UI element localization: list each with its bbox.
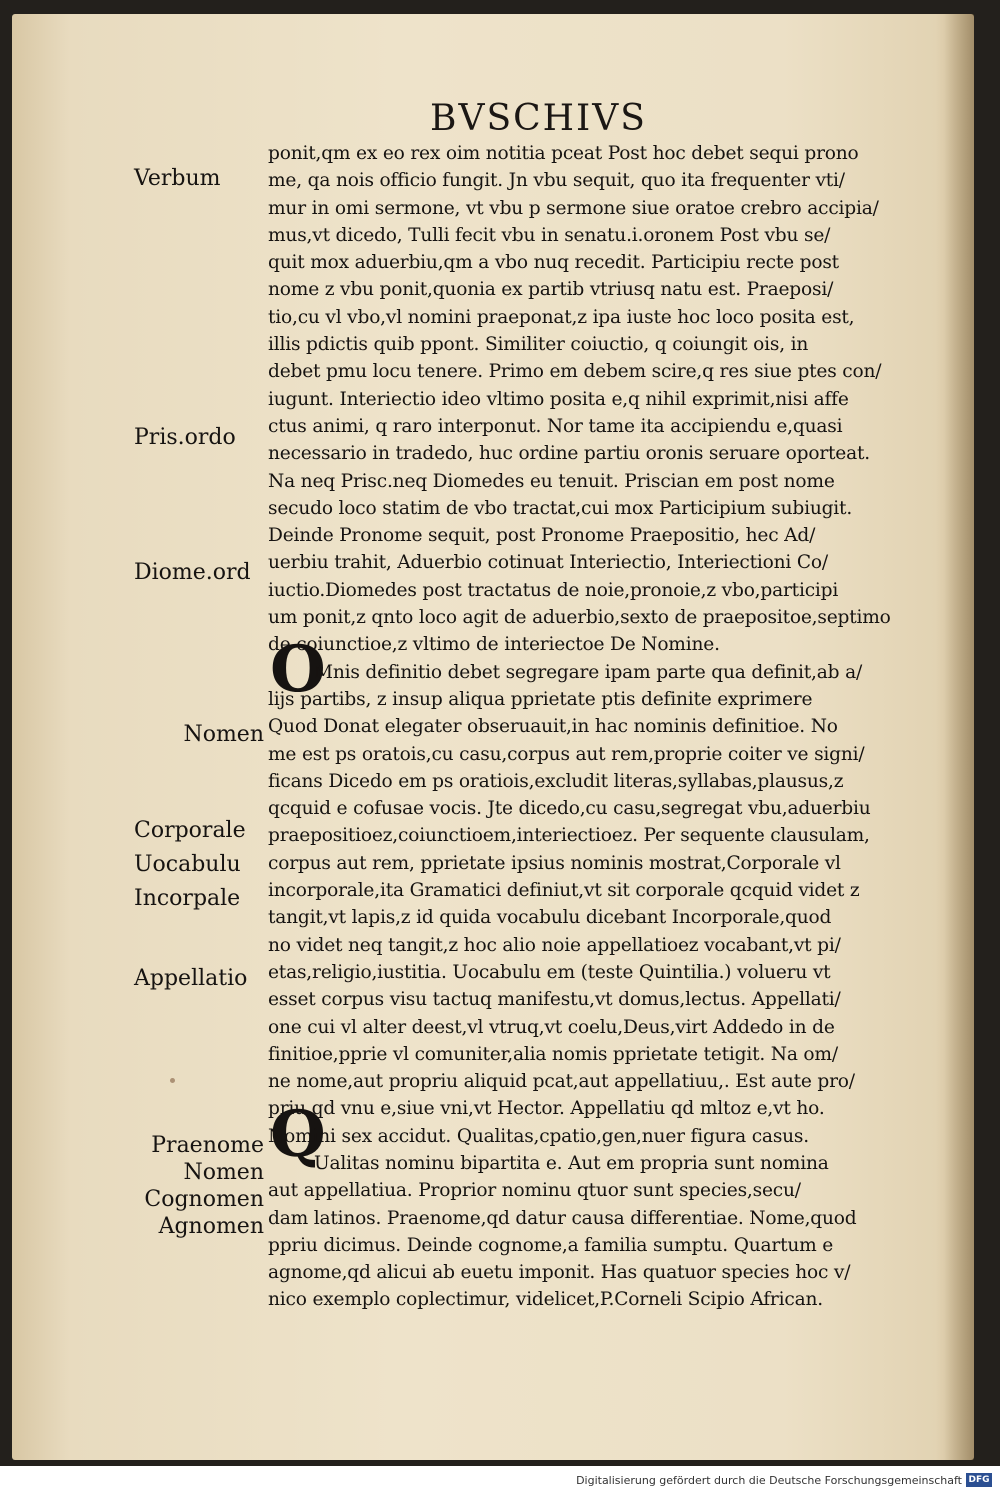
text-line: ficans Dicedo em ps oratiois,excludit literas,syllabas,plausus,z — [268, 770, 844, 792]
drop-cap-o: O — [270, 632, 326, 707]
marginal-note: Cognomen — [144, 1187, 264, 1212]
text-line: Quod Donat elegater obseruauit,in hac nominis definitioe. No — [268, 716, 838, 738]
marginal-note: Diome.ord — [134, 560, 251, 585]
text-line: Nomini sex accidut. Qualitas,cpatio,gen,nuer figura casus. — [268, 1125, 809, 1147]
text-line: incorporale,ita Gramatici definiut,vt sit corporale qcquid videt z — [268, 880, 860, 902]
text-line: necessario in tradedo, huc ordine partiu oronis seruare oporteat. — [268, 443, 870, 465]
text-line: quit mox aduerbiu,qm a vbo nuq recedit. Participiu recte post — [268, 252, 839, 274]
text-line: uerbiu trahit, Aduerbio cotinuat Interiectio, Interiectioni Co/ — [268, 552, 828, 574]
marginal-note: Nomen — [183, 1160, 264, 1185]
text-line: Ualitas nominu bipartita e. Aut em propria sunt nomina — [314, 1152, 829, 1174]
text-line: priu,qd vnu e,siue vni,vt Hector. Appellatiu qd mltoz e,vt ho. — [268, 1098, 825, 1120]
text-line: ppriu dicimus. Deinde cognome,a familia sumptu. Quartum e — [268, 1234, 834, 1256]
text-line: praepositioez,coiunctioem,interiectioez. Per sequente clausulam, — [268, 825, 870, 847]
text-line: debet pmu locu tenere. Primo em debem scire,q res siue ptes con/ — [268, 361, 882, 383]
marginal-note: Corporale — [134, 818, 246, 843]
marginal-note: Appellatio — [134, 966, 248, 991]
marginal-note: Nomen — [183, 722, 264, 747]
ink-stain — [170, 1078, 175, 1083]
text-line: iuctio.Diomedes post tractatus de noie,pronoie,z vbo,participi — [268, 579, 839, 601]
text-line: tangit,vt lapis,z id quida vocabulu dicebant Incorporale,quod — [268, 907, 832, 929]
body-text — [268, 140, 908, 1314]
text-line: me, qa nois officio fungit. Jn vbu sequit, quo ita frequenter vti/ — [268, 170, 845, 192]
text-line: agnome,qd alicui ab euetu imponit. Has quatuor species hoc v/ — [268, 1262, 851, 1284]
text-line: de coiunctioe,z vltimo de interiectoe De Nomine. — [268, 634, 720, 656]
page-gutter-shadow — [944, 14, 974, 1460]
text-line: lijs partibs, z insup aliqua pprietate ptis definite exprimere — [268, 688, 813, 710]
text-line: corpus aut rem, pprietate ipsius nominis mostrat,Corporale vl — [268, 852, 841, 874]
text-line: nico exemplo coplectimur, videlicet,P.Corneli Scipio African. — [268, 1289, 823, 1311]
text-line: Deinde Pronome sequit, post Pronome Praepositio, hec Ad/ — [268, 525, 816, 547]
marginal-note: Verbum — [134, 166, 221, 191]
text-line: no videt neq tangit,z hoc alio noie appellatioez vocabant,vt pi/ — [268, 934, 841, 956]
text-line: Na neq Prisc.neq Diomedes eu tenuit. Priscian em post nome — [268, 470, 835, 492]
running-header: BVSCHIVS — [430, 98, 647, 139]
text-line: ctus animi, q raro interponut. Nor tame ita accipiendu e,quasi — [268, 415, 843, 437]
text-line: nome z vbu ponit,quonia ex partib vtriusq natu est. Praeposi/ — [268, 279, 834, 301]
marginal-note: Praenome — [151, 1133, 264, 1158]
text-line: me est ps oratois,cu casu,corpus aut rem,proprie coiter ve signi/ — [268, 743, 865, 765]
text-line: um ponit,z qnto loco agit de aduerbio,sexto de praepositoe,septimo — [268, 607, 891, 629]
text-line: dam latinos. Praenome,qd datur causa differentiae. Nome,quod — [268, 1207, 857, 1229]
text-line: ponit,qm ex eo rex oim notitia pceat Post hoc debet sequi prono — [268, 143, 859, 164]
marginal-note: Incorpale — [134, 886, 241, 911]
text-line: finitioe,pprie vl comuniter,alia nomis pprietate tetigit. Na om/ — [268, 1043, 838, 1065]
text-line: illis pdictis quib ppont. Similiter coiuctio, q coiungit ois, in — [268, 334, 809, 356]
text-line: one cui vl alter deest,vl vtruq,vt coelu,Deus,virt Addedo in de — [268, 1016, 835, 1038]
drop-cap-q: Q — [270, 1097, 326, 1172]
text-line: mur in omi sermone, vt vbu p sermone siue oratoe crebro accipia/ — [268, 197, 879, 219]
dfg-logo: DFG — [966, 1473, 992, 1487]
text-line: esset corpus visu tactuq manifestu,vt domus,lectus. Appellati/ — [268, 989, 841, 1011]
text-line: tio,cu vl vbo,vl nomini praeponat,z ipa iuste hoc loco posita est, — [268, 306, 855, 328]
text-line: Mnis definitio debet segregare ipam parte qua definit,ab a/ — [314, 661, 863, 683]
text-line: aut appellatiua. Proprior nominu qtuor sunt species,secu/ — [268, 1180, 801, 1202]
text-line: ne nome,aut propriu aliquid pcat,aut appellatiuu,. Est aute pro/ — [268, 1071, 855, 1093]
text-line: etas,religio,iustitia. Uocabulu em (teste Quintilia.) volueru vt — [268, 961, 831, 983]
marginal-note: Pris.ordo — [134, 425, 236, 450]
text-line: mus,vt dicedo, Tulli fecit vbu in senatu.i.oronem Post vbu se/ — [268, 224, 831, 246]
text-line: qcquid e cofusae vocis. Jte dicedo,cu casu,segregat vbu,aduerbiu — [268, 798, 871, 820]
text-line: iugunt. Interiectio ideo vltimo posita e,q nihil exprimit,nisi affe — [268, 388, 849, 410]
marginal-note: Uocabulu — [134, 852, 241, 877]
text-line: secudo loco statim de vbo tractat,cui mox Participium subiugit. — [268, 497, 853, 519]
digitization-credit: Digitalisierung gefördert durch die Deutsche Forschungsgemeinschaft — [576, 1474, 962, 1487]
marginal-note: Agnomen — [158, 1214, 264, 1239]
